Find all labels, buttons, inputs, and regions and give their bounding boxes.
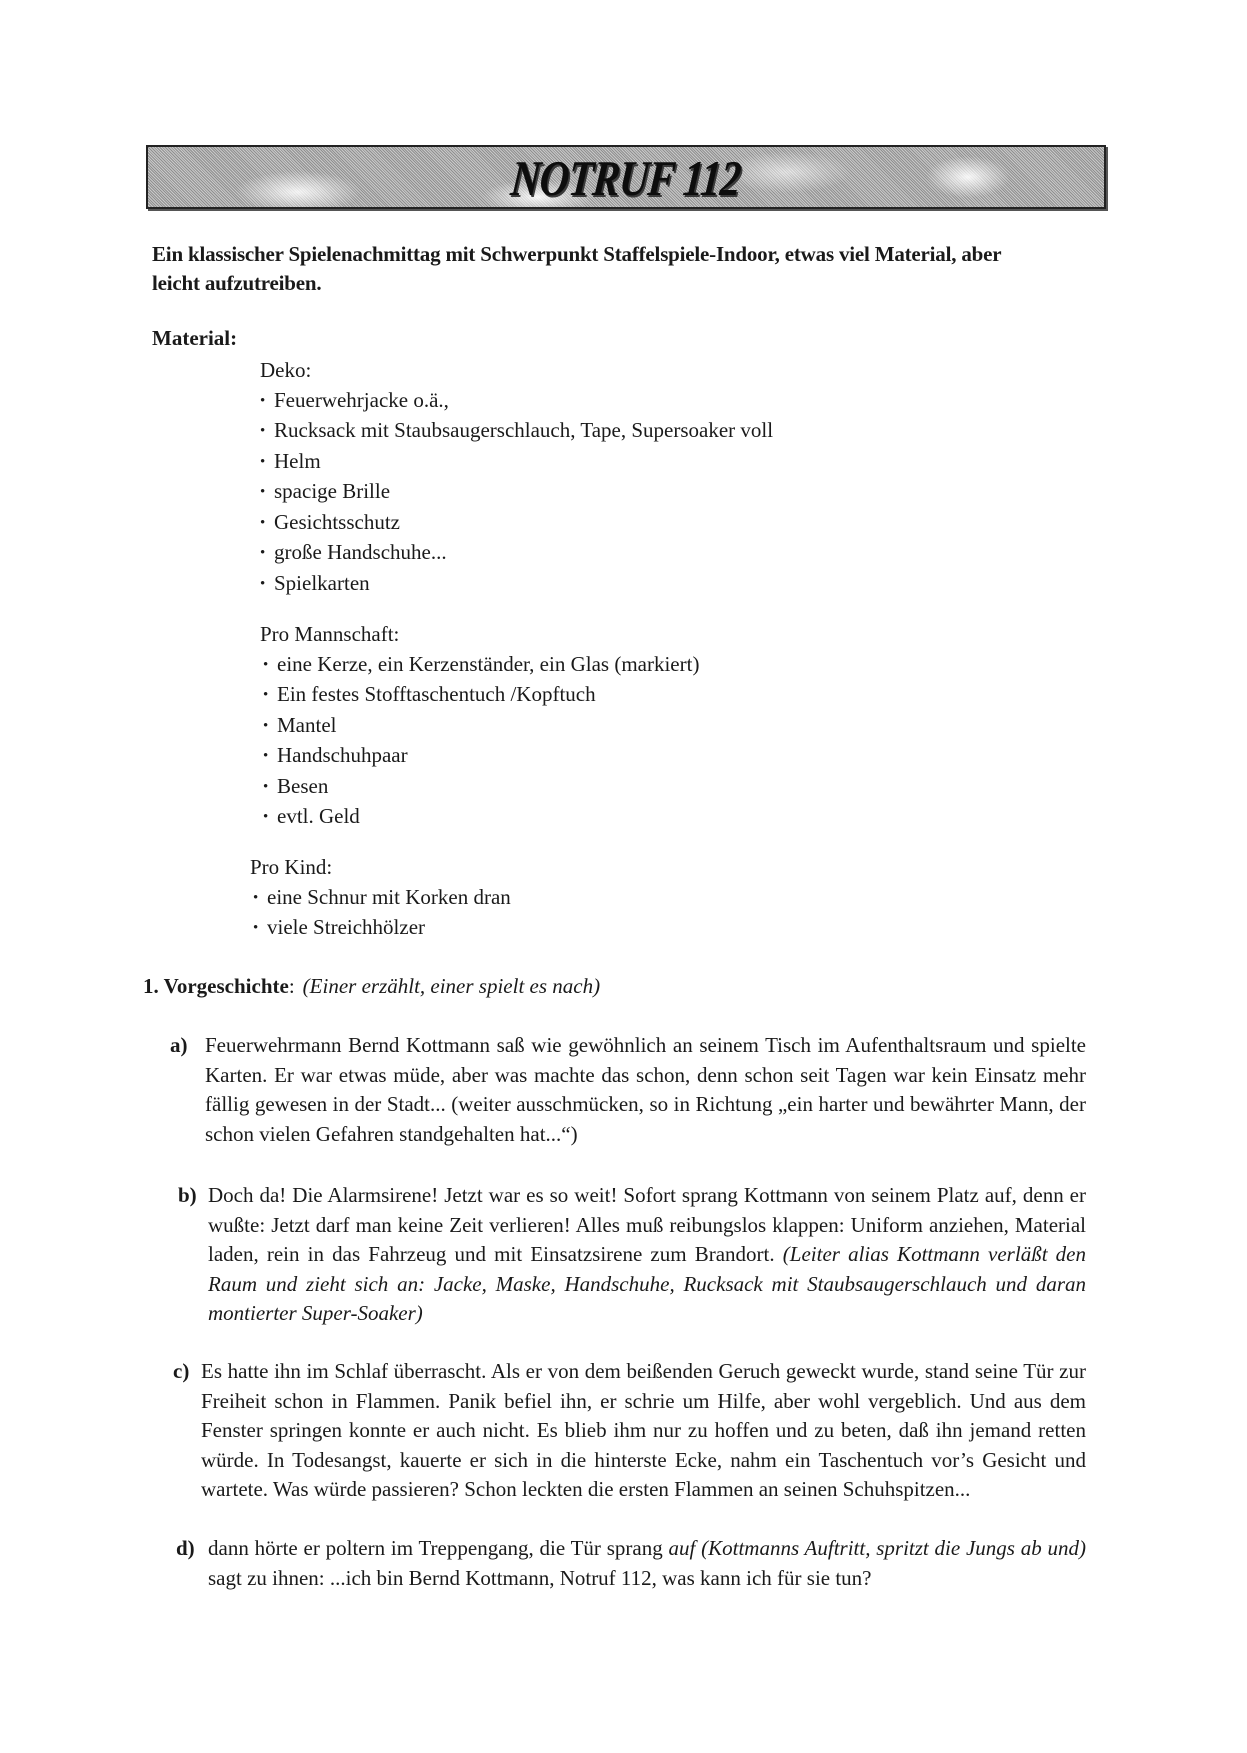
story-paragraph-a (170, 1031, 1086, 1149)
paragraph-text: Es hatte ihn im Schlaf überrascht. Als er von dem beißenden Geruch geweckt wurde, stand seine Tür zur Freiheit schon in Flammen. Panik befiel ihn, er schrie um Hilfe, aber wohl vergeblich. Und aus dem Fenster springen konnte er auch nicht. Es blieb ihm nur zu hoffen und zu beten, daß ihn jemand retten würde. In Todesangst, kauerte er sich in die hinterste Ecke, nahm ein Taschentuch vor’s Gesicht und wartete. Was würde passieren? Schon leckten die ersten Flammen an seinen Schuhspitzen... (201, 1359, 1086, 1501)
list-item: • Handschuhpaar (263, 741, 699, 772)
bullet-icon: • (260, 423, 266, 439)
stage-direction: (Leiter alias Kottmann verläßt den Raum und zieht sich an: Jacke, Maske, Handschuhe, Rucksack mit Staubsaugerschlauch und daran montierter Super-Soaker) (208, 1242, 1086, 1325)
bullet-icon: • (260, 575, 266, 592)
paragraph-text: Feuerwehrmann Bernd Kottmann saß wie gewöhnlich an seinem Tisch im Aufenthaltsraum und spielte Karten. Er war etwas müde, aber was machte das schon, denn schon seit Tagen war kein Einsatz mehr fällig gewesen in der Stadt... (weiter ausschmücken, so in Richtung „ein harter und bewährter Mann, der schon vielen Gefahren standgehalten hat...“) (205, 1033, 1086, 1146)
list-item: • Spielkarten (260, 569, 773, 600)
list-item: • spacige Brille (260, 477, 773, 508)
bullet-icon: • (260, 392, 266, 409)
list-item: • Mantel (263, 711, 699, 742)
bullet-icon: • (263, 656, 269, 673)
paragraph-marker: b) (178, 1183, 197, 1207)
list-item: • Besen (263, 772, 699, 803)
story-paragraph-d (176, 1534, 1086, 1593)
bullet-icon: • (253, 889, 259, 906)
list-item: • Feuerwehrjacke o.ä., (260, 386, 773, 417)
section-note: (Einer erzählt, einer spielt es nach) (302, 974, 601, 998)
material-heading: Material: (152, 326, 238, 350)
list-item: • evtl. Geld (263, 802, 699, 833)
list-item: • Gesichtsschutz (260, 508, 773, 539)
paragraph-marker: c) (173, 1359, 190, 1383)
bullet-icon: • (260, 453, 266, 470)
bullet-icon: • (260, 514, 266, 531)
stage-direction: auf (Kottmanns Auftritt, spritzt die Jungs ab und) (668, 1536, 1087, 1560)
list-item: • viele Streichhölzer (253, 913, 511, 944)
bullet-icon: • (263, 778, 269, 795)
list-item: • Rucksack mit Staubsaugerschlauch, Tape, Supersoaker voll (260, 416, 773, 447)
pro-kind-label: Pro Kind: (250, 855, 333, 879)
paragraph-text: Doch da! Die Alarmsirene! Jetzt war es so weit! Sofort sprang Kottmann von seinem Platz auf, denn er wußte: Jetzt darf man keine Zeit verlieren! Alles muß reibungslos klappen: Uniform anziehen, Material laden, rein in das Fahrzeug und mit Einsatzsirene zum Brandort. (Leiter alias Kottmann verläßt den Raum und zieht sich an: Jacke, Maske, Handschuhe, Rucksack mit Staubsaugerschlauch und daran montierter Super-Soaker) (208, 1183, 1086, 1325)
deko-label: Deko: (260, 358, 312, 382)
deko-list (260, 356, 773, 599)
pro-kind-list (250, 853, 511, 944)
bullet-icon: • (260, 545, 266, 561)
list-item: • eine Kerze, ein Kerzenständer, ein Glas (markiert) (263, 650, 699, 681)
intro-paragraph: Ein klassischer Spielenachmittag mit Schwerpunkt Staffelspiele-Indoor, etwas viel Material, aber leicht aufzutreiben. (152, 242, 1001, 295)
list-item: • Ein festes Stofftaschentuch /Kopftuch (263, 680, 699, 711)
bullet-icon: • (253, 920, 259, 936)
story-paragraph-b (178, 1181, 1086, 1329)
page-title: NOTRUF 112 (509, 150, 743, 206)
bullet-icon: • (263, 717, 269, 734)
title-banner (146, 145, 1106, 209)
bullet-icon: • (263, 809, 269, 825)
bullet-icon: • (263, 748, 269, 764)
section-title: 1. Vorgeschichte (143, 974, 289, 998)
section-heading-vorgeschichte (143, 974, 600, 999)
pro-mannschaft-list (260, 620, 699, 833)
bullet-icon: • (260, 484, 266, 500)
section-colon: : (288, 974, 295, 998)
paragraph-marker: d) (176, 1536, 195, 1560)
paragraph-text: dann hörte er poltern im Treppengang, die Tür sprang auf (Kottmanns Auftritt, spritzt die Jungs ab und) sagt zu ihnen: ...ich bin Bernd Kottmann, Notruf 112, was kann ich für sie tun? (208, 1536, 1087, 1590)
list-item: • Helm (260, 447, 773, 478)
story-paragraph-c (173, 1357, 1086, 1505)
pro-mannschaft-label: Pro Mannschaft: (260, 622, 400, 646)
list-item: • eine Schnur mit Korken dran (253, 883, 511, 914)
paragraph-marker: a) (170, 1033, 188, 1057)
bullet-icon: • (263, 687, 269, 703)
list-item: • große Handschuhe... (260, 538, 773, 569)
